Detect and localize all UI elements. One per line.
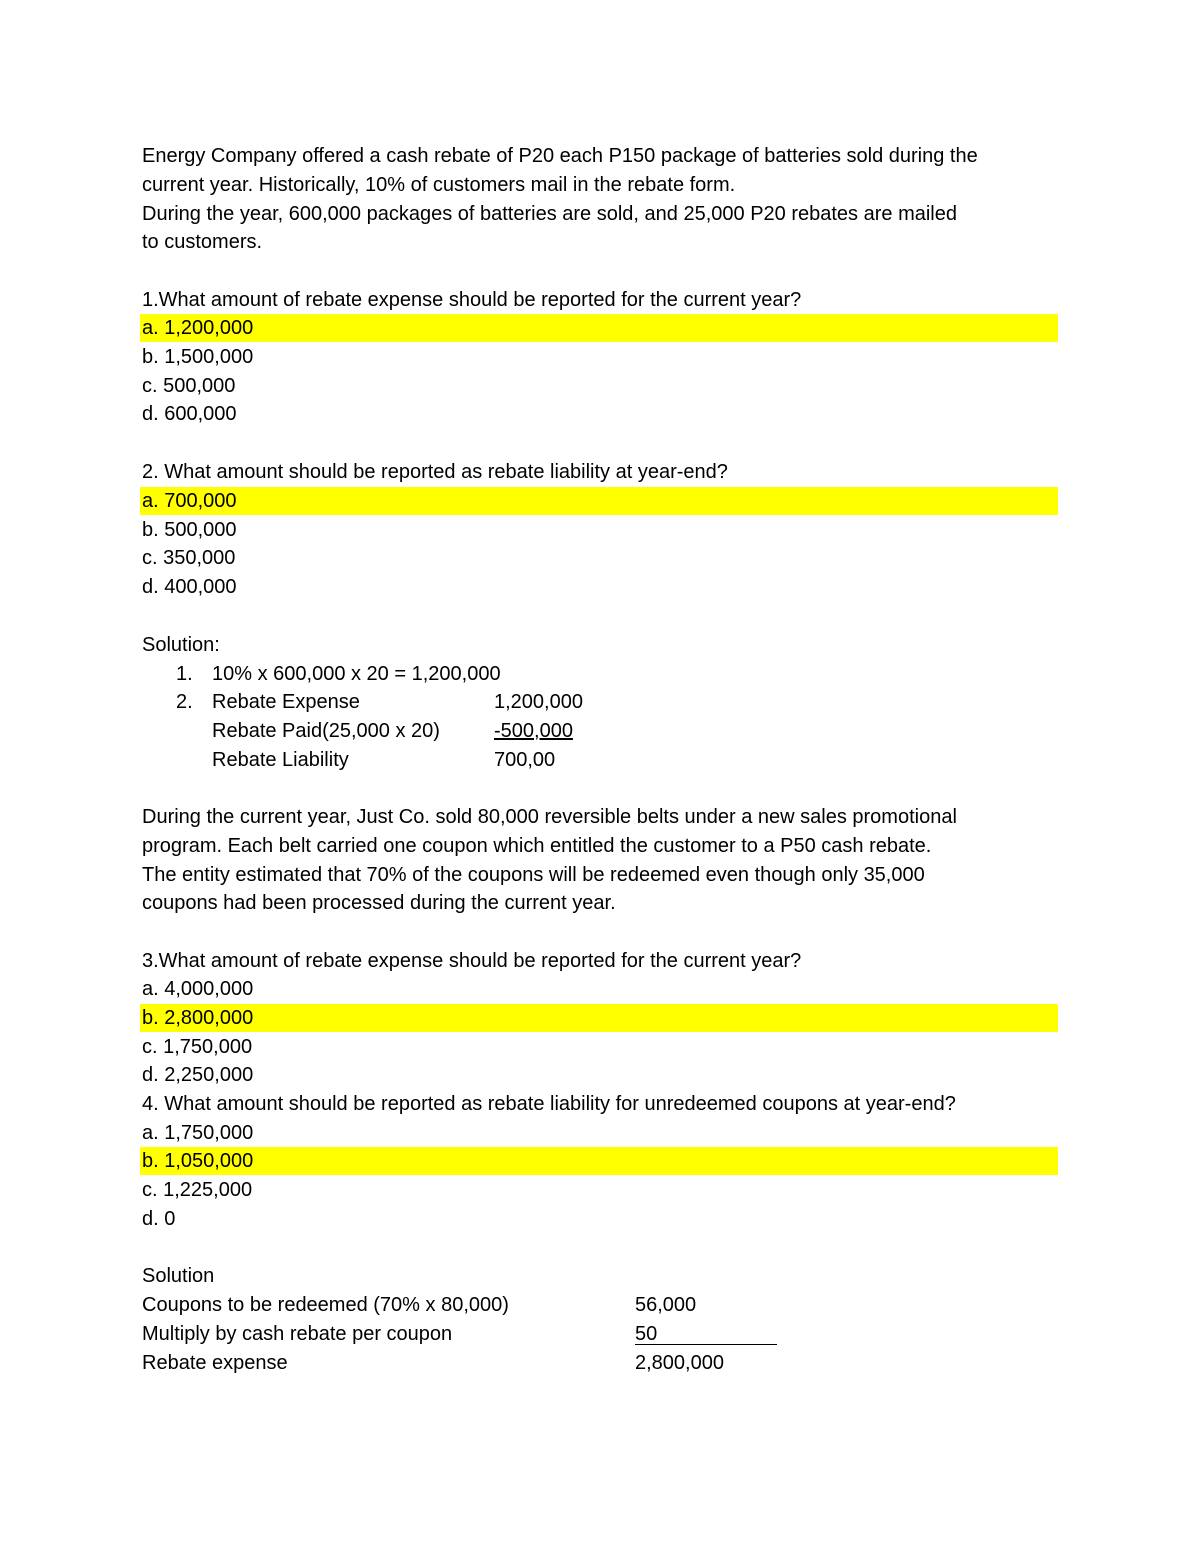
q2-option-a: a. 700,000 [142,490,237,512]
q3-option-b: b. 2,800,000 [142,1007,254,1029]
solution-1-row-label: Rebate Paid(25,000 x 20) [212,720,440,742]
problem1-intro-line-2: current year. Historically, 10% of customers mail in the rebate form. [142,174,736,196]
solution-2-row-label: Rebate expense [142,1352,288,1374]
solution-2-row-label: Coupons to be redeemed (70% x 80,000) [142,1294,509,1316]
solution-1-heading: Solution: [142,634,220,656]
q4-option-d: d. 0 [142,1208,176,1230]
solution-1-item-1-text: 10% x 600,000 x 20 = 1,200,000 [212,663,501,685]
solution-2-row-value: 56,000 [635,1294,697,1316]
q1-option-b: b. 1,500,000 [142,346,254,368]
question-1: 1.What amount of rebate expense should be reported for the current year? [142,289,802,311]
question-3: 3.What amount of rebate expense should be reported for the current year? [142,950,802,972]
q3-option-a: a. 4,000,000 [142,978,254,1000]
answer-highlight-q3 [140,1004,1058,1032]
q4-option-c: c. 1,225,000 [142,1179,253,1201]
solution-1-row-label: Rebate Expense [212,691,360,713]
solution-1-row-value: 700,00 [494,749,556,771]
problem2-intro-line-3: The entity estimated that 70% of the coupons will be redeemed even though only 35,000 [142,864,925,886]
q2-option-c: c. 350,000 [142,547,236,569]
solution-2-row-value: 50 [635,1323,658,1345]
q1-option-c: c. 500,000 [142,375,236,397]
solution-1-row-value: 1,200,000 [494,691,583,713]
solution-1-item-1-number: 1. [176,663,193,685]
q2-option-d: d. 400,000 [142,576,237,598]
problem2-intro-line-1: During the current year, Just Co. sold 80,000 reversible belts under a new sales promotional [142,806,957,828]
solution-2-row-value: 2,800,000 [635,1352,724,1374]
problem1-intro-line-1: Energy Company offered a cash rebate of P20 each P150 package of batteries sold during the [142,145,978,167]
answer-highlight-q2 [140,487,1058,515]
q1-option-d: d. 600,000 [142,403,237,425]
total-underline [635,1344,777,1345]
solution-1-item-2-number: 2. [176,691,193,713]
q3-option-d: d. 2,250,000 [142,1064,254,1086]
answer-highlight-q4 [140,1147,1058,1175]
q4-option-a: a. 1,750,000 [142,1122,254,1144]
solution-1-row-value: -500,000 [494,720,573,742]
q1-option-a: a. 1,200,000 [142,317,254,339]
problem1-intro-line-4: to customers. [142,231,263,253]
solution-1-row-label: Rebate Liability [212,749,349,771]
q3-option-c: c. 1,750,000 [142,1036,253,1058]
q2-option-b: b. 500,000 [142,519,237,541]
q4-option-b: b. 1,050,000 [142,1150,254,1172]
answer-highlight-q1 [140,314,1058,342]
question-4: 4. What amount should be reported as rebate liability for unredeemed coupons at year-end? [142,1093,956,1115]
problem2-intro-line-2: program. Each belt carried one coupon which entitled the customer to a P50 cash rebate. [142,835,932,857]
solution-2-row-label: Multiply by cash rebate per coupon [142,1323,453,1345]
solution-2-heading: Solution [142,1265,215,1287]
question-2: 2. What amount should be reported as rebate liability at year-end? [142,461,728,483]
problem1-intro-line-3: During the year, 600,000 packages of batteries are sold, and 25,000 P20 rebates are mailed [142,203,957,225]
problem2-intro-line-4: coupons had been processed during the current year. [142,892,616,914]
